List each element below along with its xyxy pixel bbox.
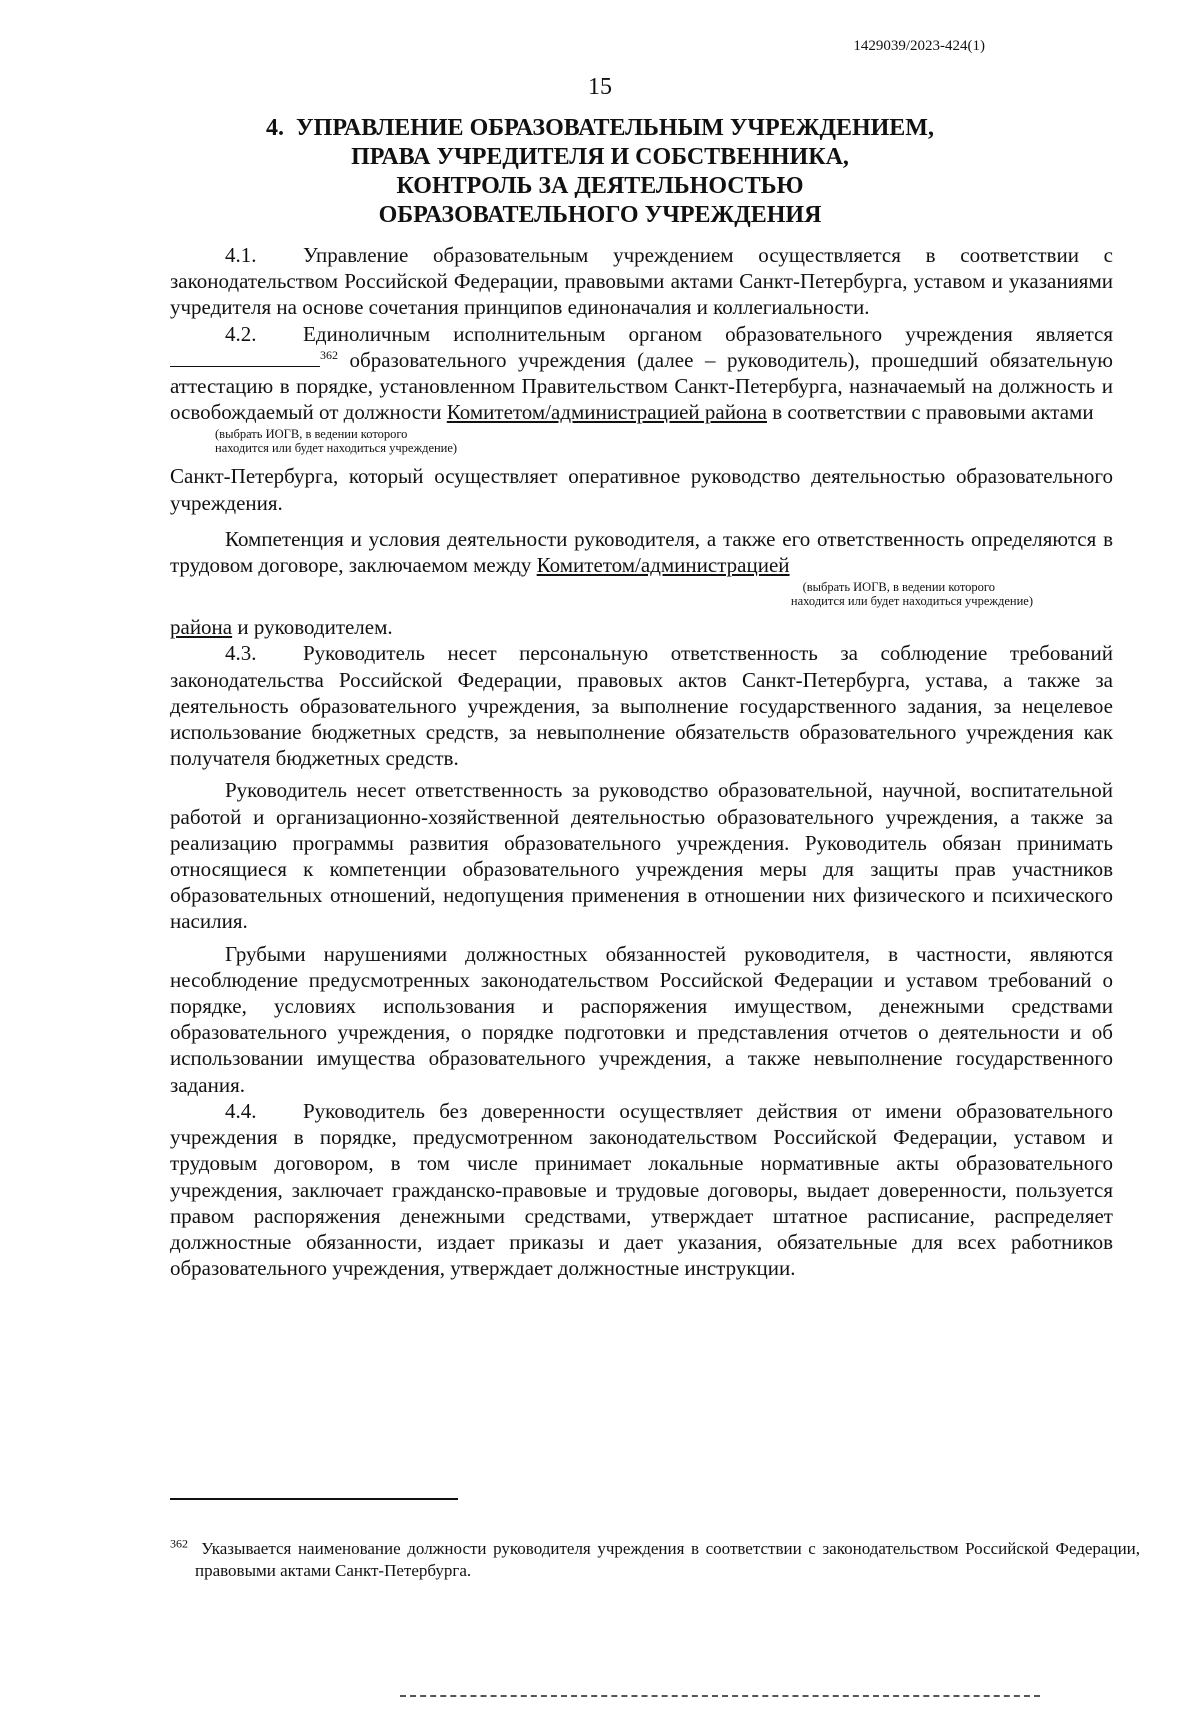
hint-line: находится или будет находиться учреждение) bbox=[790, 594, 1033, 609]
paragraph-text: Компетенция и условия деятельности руководителя, а также его ответственность определяются в трудовом договоре, заключаемом между bbox=[170, 526, 1113, 578]
paragraph-text: и руководителем. bbox=[237, 615, 393, 640]
paragraph-text bbox=[170, 614, 1113, 640]
underlined-term: района bbox=[170, 615, 233, 640]
scan-artifact-line bbox=[400, 1695, 1040, 1699]
field-hint bbox=[170, 427, 1113, 455]
document-number: 1429039/2023-424(1) bbox=[853, 38, 985, 54]
footnote bbox=[170, 1538, 1140, 1582]
paragraph-text: Санкт-Петербурга, который осуществляет оперативное руководство деятельностью образовательного учреждения. bbox=[170, 464, 1113, 515]
paragraph-text: образовательного учреждения (далее – руководитель), прошедший обязательную аттестацию в порядке, установленном Правительством Санкт-Петербурга, назначаемый на должность и освобождаемый от должности bbox=[170, 347, 1113, 425]
field-hint bbox=[170, 580, 1113, 608]
clause-number: 4.3. bbox=[225, 641, 257, 666]
paragraph-4-3 bbox=[170, 640, 1113, 771]
paragraph-text: Руководитель несет персональную ответственность за соблюдение требований законодательства Российской Федерации, правовых актов Санкт-Петербурга, устава, а также за деятельность образовательного учреждения, за выполнение государственного задания, за нецелевое использование бюджетных средств, за невыполнение обязательств образовательного учреждения как получателя бюджетных средств. bbox=[170, 641, 1113, 771]
footnote-ref: 362 bbox=[320, 347, 338, 362]
heading-line: 4. УПРАВЛЕНИЕ ОБРАЗОВАТЕЛЬНЫМ УЧРЕЖДЕНИЕМ, bbox=[266, 115, 934, 141]
heading-line: ОБРАЗОВАТЕЛЬНОГО УЧРЕЖДЕНИЯ bbox=[378, 202, 822, 228]
blank-field bbox=[170, 352, 320, 367]
footnote-mark: 362 bbox=[170, 1536, 188, 1551]
hint-line: (выбрать ИОГВ, в ведении которого bbox=[215, 427, 408, 442]
document-body bbox=[170, 242, 1113, 1281]
footnote-text: Указывается наименование должности руководителя учреждения в соответствии с законодательством Российской Федерации, правовыми актами Санкт-Петербурга. bbox=[195, 1539, 1141, 1580]
paragraph-4-2 bbox=[170, 321, 1113, 426]
clause-number: 4.1. bbox=[225, 243, 257, 267]
paragraph-text: Руководитель без доверенности осуществляет действия от имени образовательного учреждения в порядке, предусмотренном законодательством Российской Федерации, уставом и трудовым договором, в том числе принимает локальные нормативные акты образовательного учреждения, заключает гражданско-правовые и трудовые договоры, выдает доверенности, пользуется правом распоряжения денежными средствами, утверждает штатное расписание, распределяет должностные обязанности, издает приказы и дает указания, обязательные для всех работников образовательного учреждения, утверждает должностные инструкции. bbox=[170, 1098, 1113, 1281]
paragraph-text: в соответствии с правовыми актами bbox=[772, 400, 1094, 425]
paragraph-text: Руководитель несет ответственность за руководство образовательной, научной, воспитательной работой и организационно-хозяйственной деятельностью образовательного учреждения, а также за реализацию программы развития образовательного учреждения. Руководитель обязан принимать относящиеся к компетенции образовательного учреждения меры для защиты прав участников образовательных отношений, недопущения применения в отношении них физического и психического насилия. bbox=[170, 778, 1113, 934]
paragraph-4-2-competence bbox=[170, 526, 1113, 578]
hint-line: находится или будет находиться учреждение) bbox=[215, 441, 458, 456]
hint-line: (выбрать ИОГВ, в ведении которого bbox=[802, 580, 995, 595]
footnote-separator bbox=[170, 1498, 458, 1500]
paragraph-text: Управление образовательным учреждением осуществляется в соответствии с законодательством Российской Федерации, правовыми актами Санкт-Петербурга, уставом и указаниями учредителя на основе сочетания принципов единоначалия и коллегиальности. bbox=[170, 243, 1113, 320]
paragraph-text: Грубыми нарушениями должностных обязанностей руководителя, в частности, являются несоблюдение предусмотренных законодательством Российской Федерации и уставом требований о порядке, условиях использования и распоряжения имуществом, денежными средствами образовательного учреждения, о порядке подготовки и представления отчетов о деятельности и об использовании имущества образовательного учреждения, а также невыполнение государственного задания. bbox=[170, 941, 1113, 1097]
paragraph-4-1 bbox=[170, 242, 1113, 321]
page-number: 15 bbox=[588, 74, 612, 100]
clause-number: 4.2. bbox=[225, 321, 257, 346]
underlined-term: Комитетом/администрацией района bbox=[446, 400, 767, 425]
section-heading bbox=[0, 114, 1200, 230]
paragraph-4-4 bbox=[170, 1098, 1113, 1281]
clause-number: 4.4. bbox=[225, 1098, 257, 1123]
heading-line: КОНТРОЛЬ ЗА ДЕЯТЕЛЬНОСТЬЮ bbox=[396, 173, 804, 199]
heading-line: ПРАВА УЧРЕДИТЕЛЯ И СОБСТВЕННИКА, bbox=[351, 144, 849, 170]
underlined-term: Комитетом/администрацией bbox=[536, 553, 790, 578]
paragraph-text: Единоличным исполнительным органом образовательного учреждения является bbox=[303, 321, 1113, 346]
